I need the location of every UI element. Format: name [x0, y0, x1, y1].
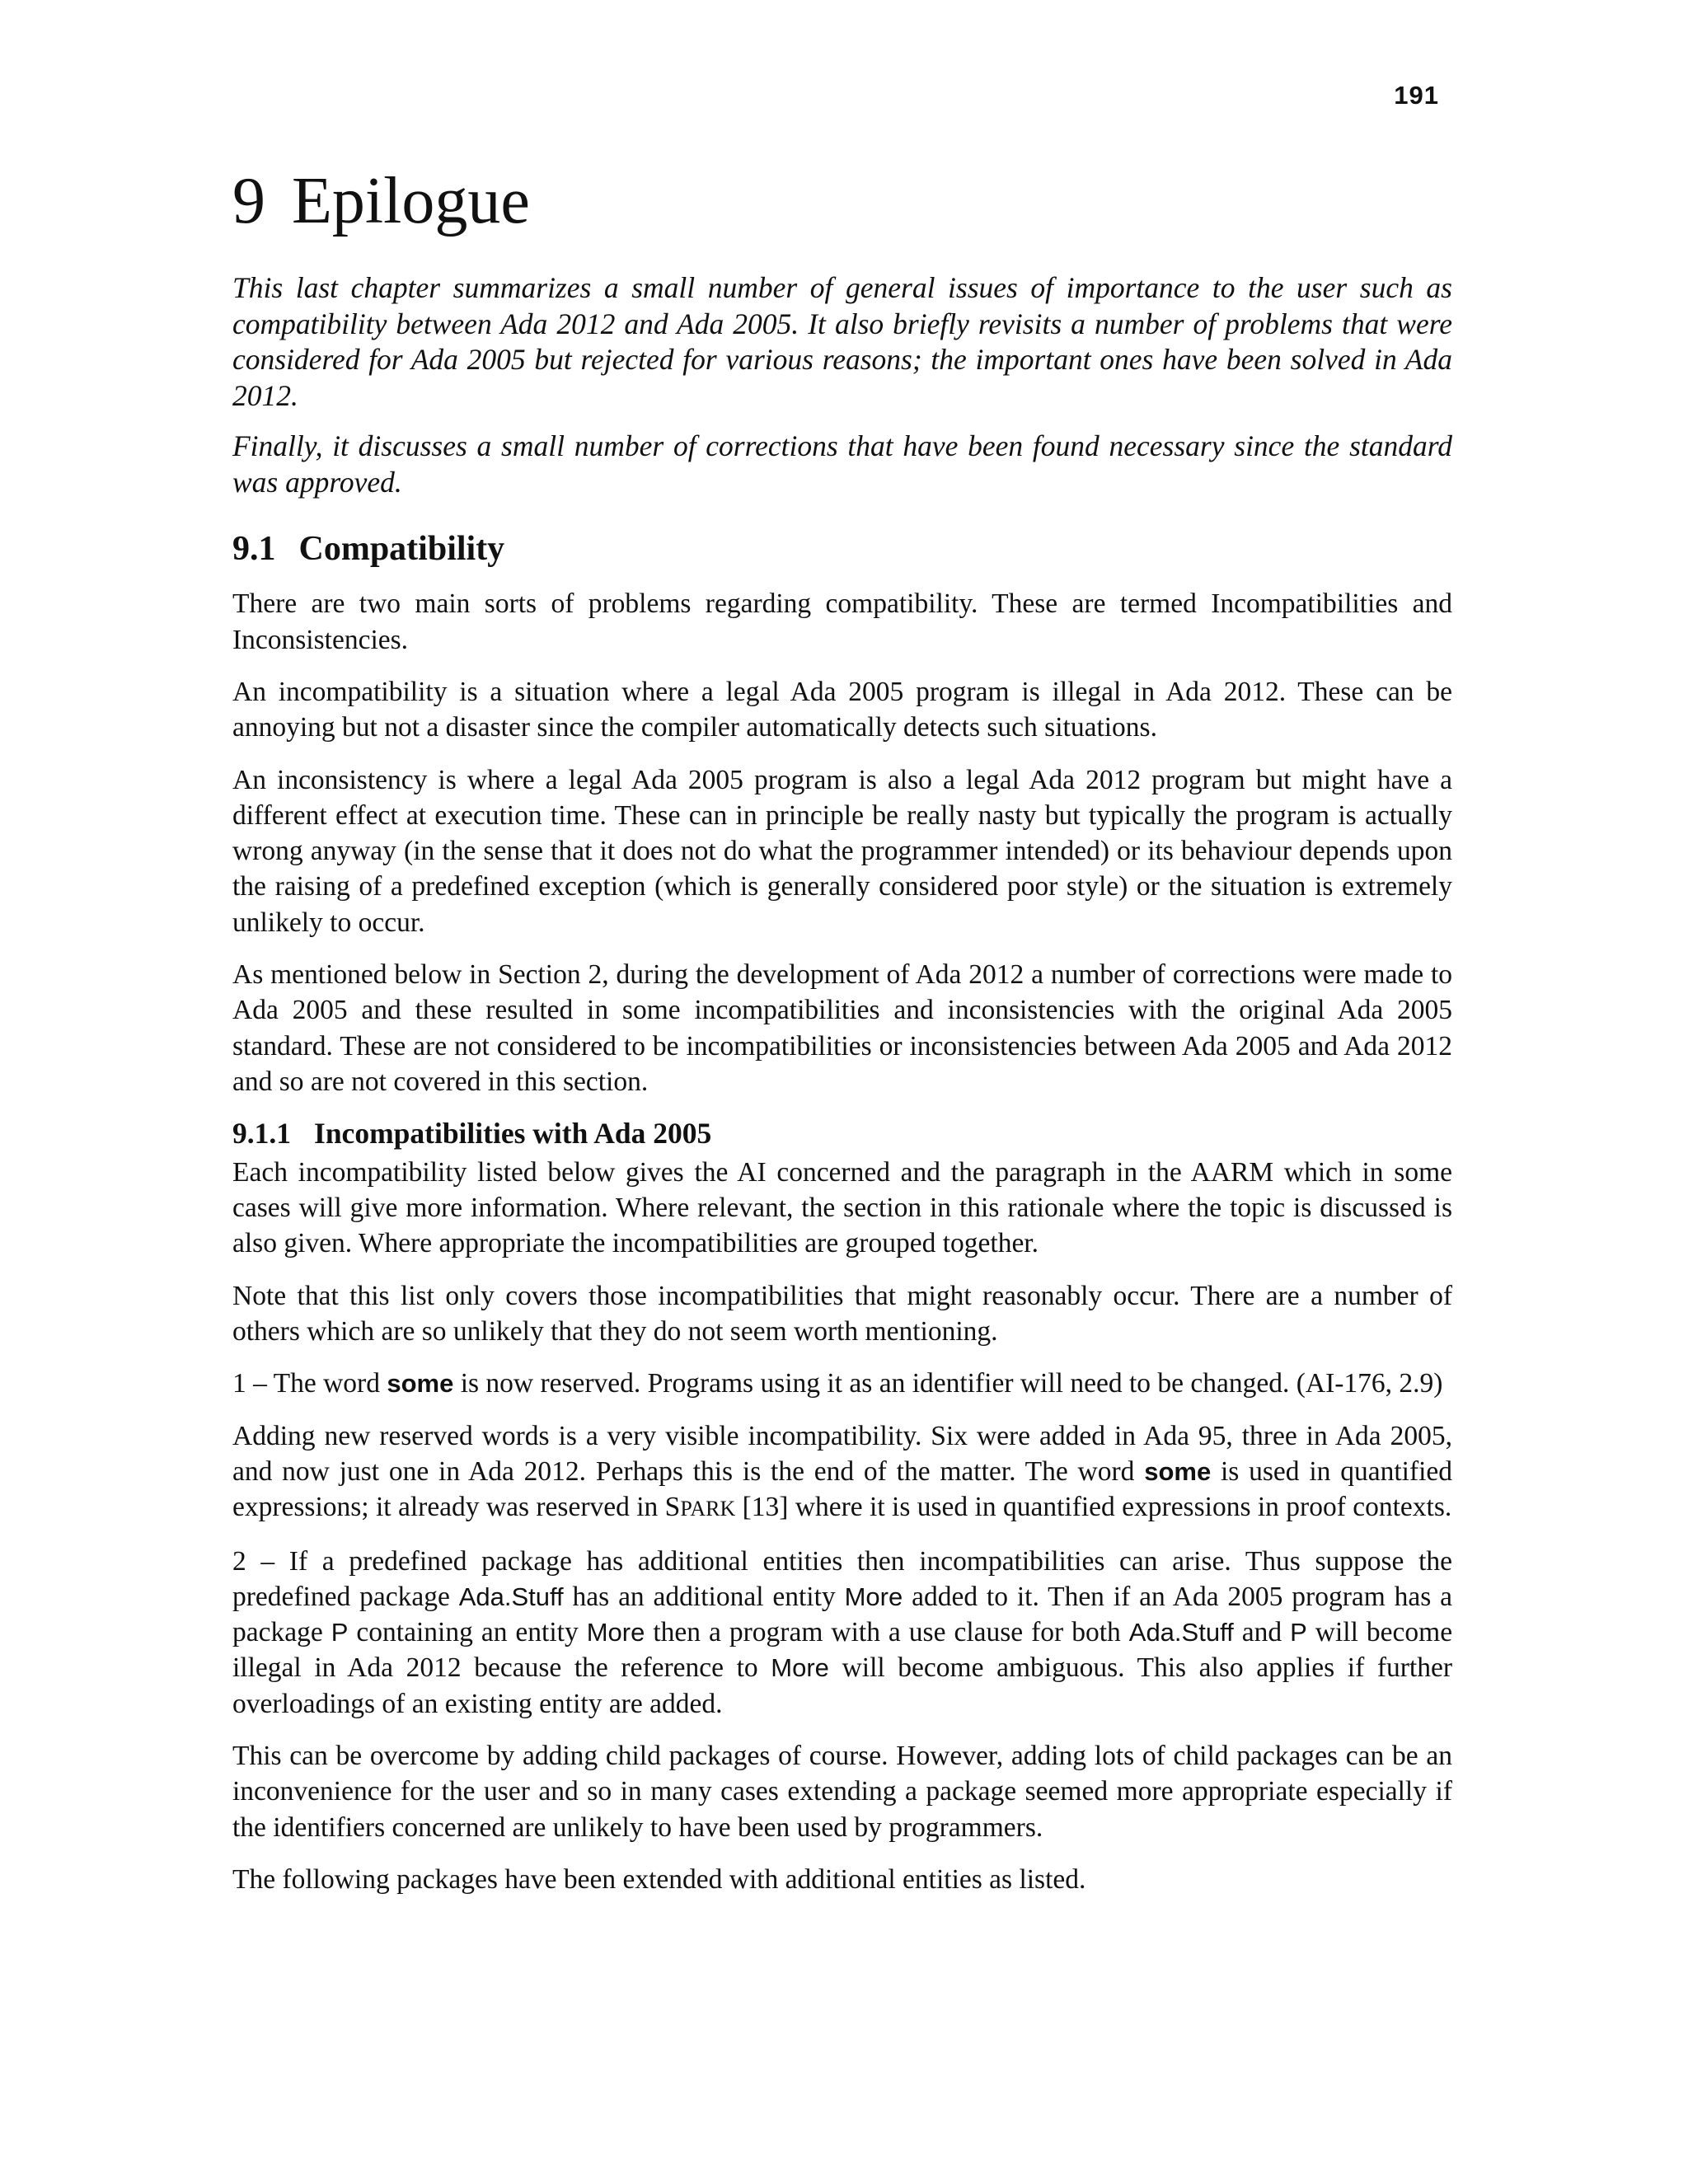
- chapter-title: [232, 165, 1452, 237]
- paragraph-text: [13] where it is used in quantified expressions in proof contexts.: [742, 1492, 1452, 1523]
- item-text: added to it. Then if an Ada 2005 program has a package: [232, 1581, 1453, 1648]
- code-identifier: More: [586, 1618, 645, 1647]
- item-text: will become illegal in Ada 2012 because the reference to: [232, 1617, 1453, 1684]
- body-paragraph: Note that this list only covers those incompatibilities that might reasonably occur. There are a number of others which are so unlikely that they do not seem worth mentioning.: [232, 1280, 1452, 1347]
- section-title: Compatibility: [298, 530, 505, 568]
- code-identifier: P: [1290, 1618, 1307, 1647]
- paragraph-text: is used in quantified expressions; it already was reserved in: [232, 1455, 1453, 1523]
- body-paragraph: Each incompatibility listed below gives the AI concerned and the paragraph in the AARM which in some cases will give more information. Where relevant, the section in this rationale where the topic is discussed is also given. Where appropriate the incompatibilities are grouped together.: [232, 1156, 1452, 1259]
- reserved-word: some: [1144, 1456, 1212, 1486]
- item-text: 1 – The word: [232, 1368, 380, 1399]
- code-identifier: More: [844, 1582, 903, 1611]
- chapter-number: 9: [232, 165, 265, 237]
- item-text: has an additional entity: [572, 1581, 836, 1612]
- subsection-title: Incompatibilities with Ada 2005: [314, 1117, 712, 1151]
- page-number: 191: [1394, 81, 1439, 110]
- chapter-title-text: Epilogue: [292, 165, 530, 237]
- body-paragraph: The following packages have been extended with additional entities as listed.: [232, 1863, 1086, 1895]
- spark-name: [665, 1492, 736, 1522]
- page-content: [232, 165, 1452, 1914]
- abstract-paragraph: This last chapter summarizes a small number of general issues of importance to the user such as compatibility between Ada 2012 and Ada 2005. It also briefly revisits a number of problems that were considered for Ada 2005 but rejected for various reasons; the important ones have been solved in Ada 2012.: [232, 271, 1452, 412]
- body-paragraph: [232, 1418, 1452, 1527]
- item-text: and: [1241, 1617, 1282, 1648]
- subsection-heading: [232, 1116, 1452, 1151]
- spark-rest: PARK: [680, 1497, 736, 1521]
- item-text: is now reserved. Programs using it as an identifier will need to be changed. (AI-176, 2.9): [460, 1368, 1443, 1399]
- abstract-paragraph: Finally, it discusses a small number of corrections that have been found necessary since the standard was approved.: [232, 429, 1452, 499]
- item-text: containing an entity: [356, 1617, 579, 1648]
- spark-initial: S: [664, 1492, 681, 1523]
- body-paragraph: As mentioned below in Section 2, during the development of Ada 2012 a number of corrections were made to Ada 2005 and these resulted in some incompatibilities and inconsistencies with the original Ada 2005 standard. These are not considered to be incompatibilities or inconsistencies between Ada 2005 and Ada 2012 and so are not covered in this section.: [232, 959, 1452, 1097]
- body-paragraph: There are two main sorts of problems regarding compatibility. These are termed Incompatibilities and Inconsistencies.: [232, 588, 1452, 655]
- body-paragraph: An inconsistency is where a legal Ada 2005 program is also a legal Ada 2012 program but might have a different effect at execution time. These can in principle be really nasty but typically the program is actually wrong anyway (in the sense that it does not do what the programmer intended) or its behaviour depends upon the raising of a predefined exception (which is generally considered poor style) or the situation is extremely unlikely to occur.: [232, 764, 1452, 938]
- paragraph-text: Adding new reserved words is a very visible incompatibility. Six were added in Ada 95, three in Ada 2005, and now just one in Ada 2012. Perhaps this is the end of the matter. The word: [232, 1420, 1452, 1487]
- item-text: will become ambiguous. This also applies if further overloadings of an existing entity are added.: [232, 1652, 1453, 1719]
- code-identifier: Ada.Stuff: [1128, 1618, 1234, 1647]
- subsection-number: 9.1.1: [232, 1117, 291, 1151]
- item-text: then a program with a use clause for both: [653, 1617, 1121, 1648]
- code-identifier: P: [331, 1618, 349, 1647]
- incompatibility-item-2: [232, 1544, 1452, 1722]
- incompatibility-item-1: [232, 1366, 1452, 1401]
- reserved-word: some: [387, 1369, 454, 1399]
- code-identifier: Ada.Stuff: [458, 1582, 564, 1611]
- body-paragraph: An incompatibility is a situation where a legal Ada 2005 program is illegal in Ada 2012. These can be annoying but not a disaster since the compiler automatically detects such situations.: [232, 676, 1452, 743]
- section-number: 9.1: [232, 530, 276, 568]
- body-paragraph: This can be overcome by adding child packages of course. However, adding lots of child packages can be an inconvenience for the user and so in many cases extending a package seemed more appropriate especially if the identifiers concerned are unlikely to have been used by programmers.: [232, 1741, 1452, 1843]
- section-heading: [232, 528, 1452, 569]
- item-text: 2 – If a predefined package has additional entities then incompatibilities can arise. Thus suppose the predefined package: [232, 1545, 1452, 1612]
- code-identifier: More: [771, 1653, 829, 1683]
